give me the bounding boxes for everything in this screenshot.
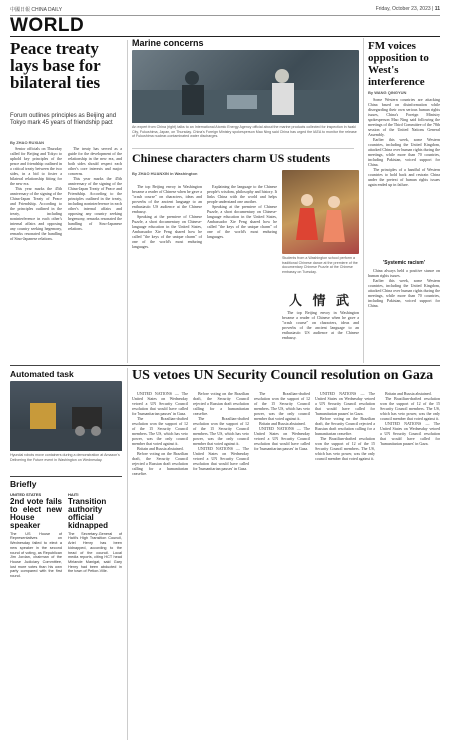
- un-para: The Brazilian-drafted resolution won the support of 12 of the 15 Security Council members. The US, which has veto power, was the only council member that voted against it.: [315, 436, 375, 461]
- section-rule: [10, 36, 440, 37]
- chinese-para: Explaining the language to the Chinese people's wisdom, philosophy and history. It links China with the world and helps people understand one another.: [207, 184, 277, 204]
- un-para: Before voting on the Brazilian draft, the Security Council rejected a Russian draft resolution calling for a humanitarian ceasefire.: [132, 451, 188, 476]
- brief-place: UNITED STATES: [10, 493, 42, 497]
- brief-place: HAITI: [68, 493, 79, 497]
- un-body-col5: [380, 391, 440, 738]
- fm-headline[interactable]: FM voices opposition to West's interference: [368, 40, 429, 88]
- brief-body: The Secretary-General of Haiti's High Transition Council, Ariel Henry has been kidnapped, according to the head of the council. Local media reports, citing HCT head Mirlande Manigat, said Gary Henry had been abducted in the town of Petion-Ville.: [68, 531, 122, 574]
- chinese-para: Speaking at the premiere of Chinese Puzzle, a short documentary on Chinese-language education in the United States, Ambassador Xie Feng shared how he called "the keys of the unique charm" of one of the world's most enduring languages.: [132, 214, 202, 249]
- lead-para: The treaty has served as a guide for the development of the relationship in the new era, and both sides should respect each other's core interests and major concerns.: [68, 146, 122, 176]
- brief-item: [10, 493, 62, 738]
- un-para: The Brazilian-drafted resolution won the support of 12 of the 15 Security Council members. The US, which has veto power, was the only council member that voted against it.: [254, 391, 310, 421]
- marine-photo-scene: [132, 50, 359, 123]
- un-para: UNITED NATIONS — The United States on Wednesday vetoed a UN Security Council resolution that would have called for 'humanitarian pauses' in Gaza.: [132, 391, 188, 416]
- lead-body-col2: [68, 146, 122, 360]
- marine-caption: An expert from China (right) talks to an International Atomic Energy Agency official about the marine products collected for inspection in Iwaki City, Fukushima, Japan, on Thursday. China's Foreign Ministry spokesperson Mao Ning said China has urged the IAEA to monitor the release of Fukushima nuclear-contaminated water discharges.: [132, 125, 357, 138]
- chinese-para: Speaking at the premiere of Chinese Puzzle, a short documentary on Chinese-language education in the United States, Ambassador Xie Feng shared how he called "the keys of the unique charm" of one of the world's most enduring languages.: [207, 204, 277, 239]
- fm-para: Earlier this week, some Western countries, including the United Kingdom, attacked China over human rights during the meetings, while more than 70 countries, including Pakistan, voiced support for China.: [368, 278, 440, 308]
- fm-body: [368, 97, 440, 257]
- un-headline[interactable]: US vetoes UN Security Council resolution on Gaza: [132, 368, 434, 383]
- briefly-label: Briefly: [10, 479, 37, 489]
- un-para: Britain and Russia abstained.: [259, 421, 306, 426]
- automated-task-caption: Hyundai robots move containers during a demonstration at Amazon's Delivering the Future event in Washington on Wednesday.: [10, 453, 120, 462]
- chinese-photo: [282, 170, 359, 254]
- masthead-date: Friday, October 23, 2023 | 11: [375, 6, 440, 12]
- brief-title[interactable]: Transition authority official kidnapped: [68, 496, 109, 530]
- marine-label: Marine concerns: [132, 38, 204, 48]
- un-para: The Brazilian-drafted resolution won the support of 12 of the 15 Security Council members. The US, which has veto power, was the only council member that voted against it.: [193, 416, 249, 446]
- marine-photo: [132, 50, 359, 123]
- lead-byline: By ZHAO RUXIAN: [10, 140, 45, 145]
- masthead-paper-name: 中國日報 CHINA DAILY: [10, 7, 63, 13]
- chinese-byline: By ZHAO HUANXIN in Washington: [132, 171, 198, 176]
- fm-subhead: 'Systemic racism': [383, 260, 425, 266]
- lead-headline[interactable]: Peace treaty lays base for bilateral ties: [10, 39, 101, 92]
- lead-body: [10, 146, 62, 360]
- un-para: UNITED NATIONS — The United States on Wednesday vetoed a UN Security Council resolution that would have called for 'humanitarian pauses' in Gaza.: [254, 426, 310, 451]
- fm-byline: By WANG QINGYUN: [368, 90, 407, 95]
- un-para: The Brazilian-drafted resolution won the support of 12 of the 15 Security Council members. The US, which has veto power, was the only council member that voted against it.: [380, 396, 440, 421]
- chinese-characters: 人 情 武: [288, 294, 353, 309]
- lead-para: This year marks the 45th anniversary of the signing of the China-Japan Treaty of Peace and Friendship. According to the principles outlined in the treaty, including noninterference in each other's internal affairs and opposing any country seeking hegemony, remarks resonated the handling of Sino-Japanese relations.: [10, 186, 62, 241]
- un-para: UNITED NATIONS — The United States on Wednesday vetoed a UN Security Council resolution that would have called for 'humanitarian pauses' in Gaza.: [380, 421, 440, 446]
- fm-para: China always held a positive stance on human rights issues.: [368, 268, 440, 278]
- chinese-body-col2: [207, 184, 277, 362]
- lead-para: Senior officials on Thursday called for Beijing and Tokyo to uphold key principles of the peace and friendship outlined in a critical treaty between the two sides, in a bid to foster a bilateral relationship fitting for the new era.: [10, 146, 62, 186]
- un-para: The Brazilian-drafted resolution won the support of 12 of the 15 Security Council members. The US, which has veto power, was the only council member that voted against it.: [132, 416, 188, 446]
- page-number: 11: [434, 6, 440, 12]
- un-para: Before voting on the Brazilian draft, the Security Council rejected a Russian draft resolution calling for a humanitarian ceasefire.: [193, 391, 249, 416]
- chinese-para: The top Beijing envoy in Washington became a reader of Chinese when he gave a "crash course" on characters, ideas and proverbs of the ancient language to an enthusiastic US audience at the Chinese embassy.: [282, 310, 359, 340]
- un-body-col4: [315, 391, 375, 738]
- robot-scene: [10, 381, 122, 451]
- un-body-col1: [132, 391, 188, 738]
- brief-item: [68, 493, 122, 738]
- chinese-headline[interactable]: Chinese characters charm US students: [132, 151, 330, 165]
- brief-title[interactable]: 2nd vote fails to elect new House speaker: [10, 496, 62, 530]
- chinese-para: The top Beijing envoy in Washington became a reader of Chinese when he gave a "crash course" on characters, ideas and proverbs of the ancient language to an enthusiastic US audience at the Chinese embassy.: [132, 184, 202, 214]
- fm-para: Some Western countries are attacking China based on disinformation while disregarding their own serious human rights issues, China's Foreign Ministry spokesperson Mao Ning said following the meetings of the Third Committee of the 78th session of the United Nations General Assembly.: [368, 97, 440, 137]
- lead-deck: Forum outlines principles as Beijing and Tokyo mark 45 years of friendship pact: [10, 113, 117, 127]
- fm-para: The principles of a handful of Western countries to hold back and restrain China under the pretext of human rights issues again ended up in failure.: [368, 167, 440, 187]
- dance-scene: [282, 170, 359, 254]
- lead-para: This year marks the 45th anniversary of the signing of the China-Japan Treaty of Peace and Friendship. According to the principles outlined in the treaty, including noninterference in each other's internal affairs and opposing any country seeking hegemony, remarks resonated the handling of Sino-Japanese relations.: [68, 176, 122, 231]
- chinese-photo-caption: Students from a Washington school perform a traditional Chinese dance at the premiere of the documentary Chinese Puzzle at the Chinese embassy on Tuesday.: [282, 256, 358, 274]
- un-body-col2: [193, 391, 249, 738]
- chinese-body-col3: [282, 310, 359, 362]
- un-body-col3: [254, 391, 310, 738]
- masthead-date-text: Friday, October 23, 2023: [375, 6, 431, 12]
- automated-task-photo: [10, 381, 122, 451]
- automated-task-label: Automated task: [10, 369, 74, 379]
- un-para: UNITED NATIONS — The United States on Wednesday vetoed a UN Security Council resolution that would have called for 'humanitarian pauses' in Gaza.: [315, 391, 375, 416]
- un-para: Britain and Russia abstained.: [385, 391, 432, 396]
- un-para: Before voting on the Brazilian draft, the Security Council rejected a Russian draft resolution calling for a humanitarian ceasefire.: [315, 416, 375, 436]
- fm-body-col2: [368, 268, 440, 362]
- brief-body: The US House of Representatives on Wednesday failed to elect a new speaker in the second round of voting, as Republican Jim Jordan, chairman of the House Judiciary Committee, lost more votes than his own party compared with the first round.: [10, 531, 62, 579]
- chinese-body: [132, 184, 202, 362]
- section-title: WORLD: [10, 15, 85, 36]
- un-para: UNITED NATIONS — The United States on Wednesday vetoed a UN Security Council resolution that would have called for 'humanitarian pauses' in Gaza.: [193, 446, 249, 471]
- fm-para: Earlier this week, some Western countries, including the United Kingdom, attacked China over human rights during the meetings, while more than 70 countries, including Pakistan, voiced support for China.: [368, 137, 440, 167]
- un-para: Britain and Russia abstained.: [137, 446, 184, 451]
